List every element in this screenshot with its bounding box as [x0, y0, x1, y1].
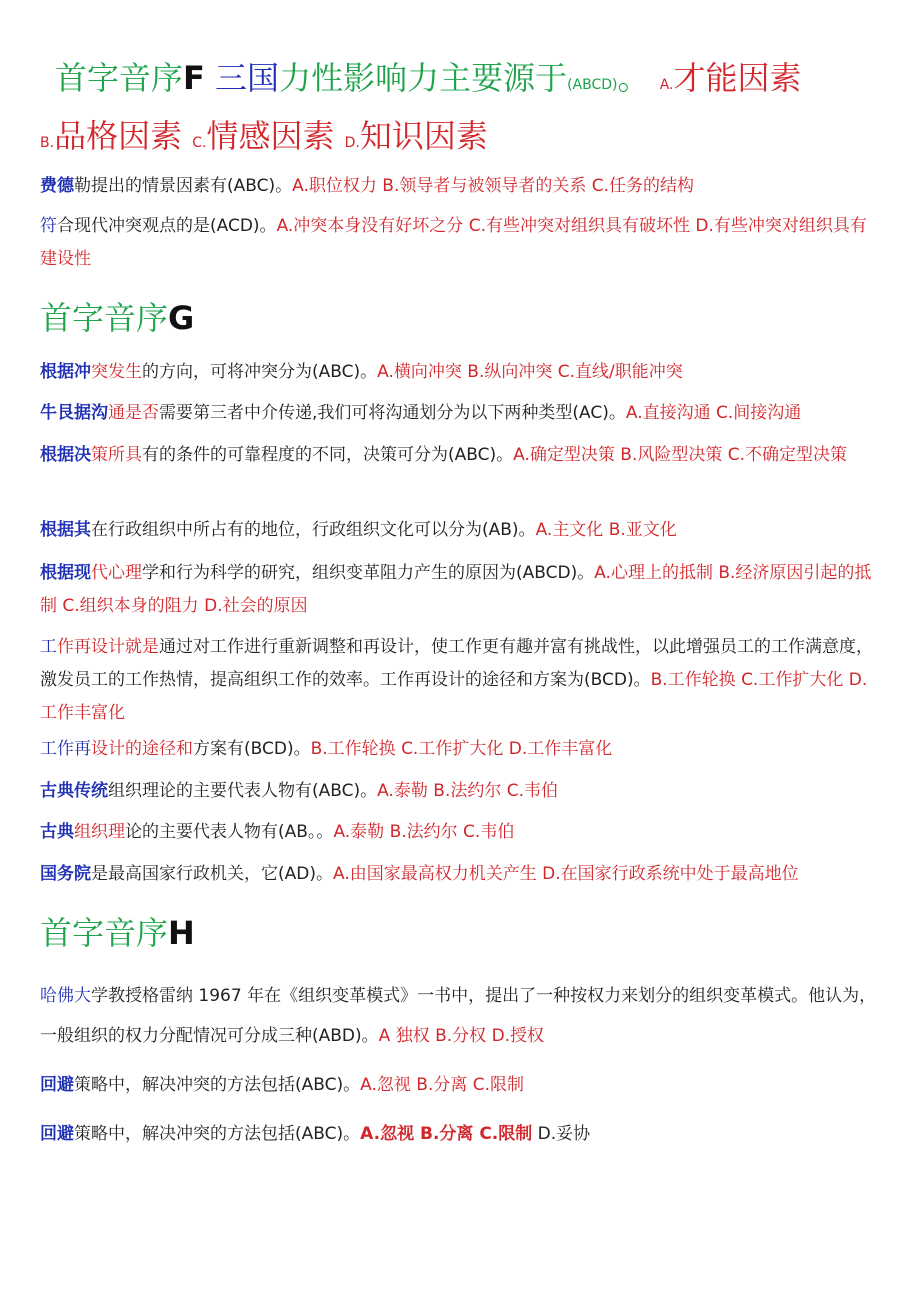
question-lead: 哈佛大	[40, 986, 91, 1006]
question-lead: 回避	[40, 1124, 74, 1144]
qa-item	[40, 436, 882, 474]
answer-text: A.直接沟通 C.间接沟通	[625, 403, 802, 423]
question-text: 方案有(BCD)。	[193, 739, 311, 759]
question-lead: 策所具	[91, 445, 142, 465]
qa-item	[40, 356, 882, 389]
question-lead: 根据决	[40, 445, 91, 465]
section-h-heading	[40, 913, 882, 953]
qa-item	[40, 816, 882, 849]
question-lead: 组织理	[74, 822, 125, 842]
option-label: C.	[192, 135, 207, 151]
option-label: D.	[344, 135, 360, 151]
section-g-heading	[40, 298, 882, 338]
question-lead: 符	[40, 216, 57, 236]
question-text: 通过对工作进行重新调整和再设计，使工作更有趣并富有挑战性，以此增强员工的工作满意度，激发员工的工作热情，提高组织工作的效率。工作再设计的途径和方案为(BCD)。	[40, 637, 873, 690]
question-text: 有的条件的可靠程度的不同，决策可分为(ABC)。	[142, 445, 514, 465]
option-label: A.	[659, 77, 674, 93]
option-text: 才能因素	[673, 59, 802, 97]
section-heading-label: 首字音序	[55, 59, 184, 97]
question-lead: 作再设计就是	[57, 637, 159, 657]
section-heading-letter: F	[183, 59, 205, 97]
option-text: 知识因素	[359, 117, 488, 155]
question-text: 是最高国家行政机关，它(AD)。	[91, 864, 333, 884]
answer-text: A.横向冲突 B.纵向冲突 C.直线/职能冲突	[377, 362, 683, 382]
question-lead: 设计的途径和	[91, 739, 193, 759]
qa-item	[40, 557, 882, 623]
answer-text: A.冲突本身没有好坏之分 C.有些冲突对组织具有破坏性 D.有些冲突对组织具有建设性	[40, 216, 867, 269]
qa-item	[40, 1118, 882, 1151]
answer-text: A.泰勒 B.法约尔 C.韦伯	[377, 781, 559, 801]
question-lead: 工作再	[40, 739, 91, 759]
question-text: 需要第三者中介传递,我们可将沟通划分为以下两种类型(AC)。	[159, 403, 626, 423]
question-text: 策略中，解决冲突的方法包括(ABC)。	[74, 1075, 361, 1095]
f-first-options	[40, 108, 882, 171]
question-lead: 古典	[40, 822, 74, 842]
qa-item	[40, 976, 882, 1056]
question-lead: 回避	[40, 1075, 74, 1095]
question-lead: 费德	[40, 176, 74, 196]
answer-text: A.忽视 B.分离 C.限制	[360, 1124, 533, 1144]
answer-text: D.妥协	[532, 1124, 591, 1144]
question-lead: 工	[40, 637, 57, 657]
qa-item	[40, 775, 882, 808]
answer-code: (ABCD)	[567, 77, 618, 93]
question-lead: 古典传统	[40, 781, 108, 801]
section-heading-letter: H	[168, 914, 195, 952]
answer-text: A 独权 B.分权 D.授权	[378, 1026, 545, 1046]
qa-item	[40, 631, 882, 730]
option-text: 品格因素	[54, 117, 183, 155]
answer-text: A.主文化 B.亚文化	[535, 520, 677, 540]
answer-text: A.确定型决策 B.风险型决策 C.不确定型决策	[513, 445, 848, 465]
qa-item	[40, 397, 882, 430]
question-text: 合现代冲突观点的是(ACD)。	[57, 216, 277, 236]
question-text: 三国	[215, 59, 280, 97]
option-text: 情感因素	[206, 117, 335, 155]
qa-item	[40, 1069, 882, 1102]
question-lead: 突发生	[91, 362, 142, 382]
answer-text: A.泰勒 B.法约尔 C.韦伯	[333, 822, 515, 842]
question-lead: 牛艮据沟	[40, 403, 108, 423]
section-heading-label: 首字音序	[40, 914, 169, 952]
question-text: 。	[617, 59, 650, 97]
question-lead: 根据冲	[40, 362, 91, 382]
question-text: 的方向，可将冲突分为(ABC)。	[142, 362, 378, 382]
answer-text: B.工作轮换 C.工作扩大化 D.工作丰富化	[310, 739, 613, 759]
question-text: 论的主要代表人物有(AB。。	[125, 822, 334, 842]
answer-text: A.职位权力 B.领导者与被领导者的关系 C.任务的结构	[292, 176, 695, 196]
section-f-block	[55, 50, 885, 113]
answer-text: B.工作轮换 C.工作扩大化 D.工作丰富化	[40, 670, 868, 723]
qa-item	[40, 210, 882, 276]
answer-text: A.由国家最高权力机关产生 D.在国家行政系统中处于最高地位	[332, 864, 799, 884]
question-text: 在行政组织中所占有的地位，行政组织文化可以分为(AB)。	[91, 520, 536, 540]
qa-item	[40, 170, 882, 203]
question-text: 学教授格雷纳 1967 年在《组织变革模式》一书中，提出了一种按权力来划分的组织变革模式。他认为，一般组织的权力分配情况可分成三种(ABD)。	[40, 986, 877, 1046]
question-lead: 通是否	[108, 403, 159, 423]
qa-item	[40, 514, 882, 547]
question-text: 策略中，解决冲突的方法包括(ABC)。	[74, 1124, 361, 1144]
qa-item	[40, 733, 882, 766]
qa-item	[40, 858, 882, 891]
answer-text: A.忽视 B.分离 C.限制	[360, 1075, 525, 1095]
question-text: 力性影响力主要源于	[279, 59, 568, 97]
question-lead: 代心理	[91, 563, 142, 583]
question-lead: 根据其	[40, 520, 91, 540]
section-heading-label: 首字音序	[40, 299, 169, 337]
option-label: B.	[40, 135, 55, 151]
question-text: 勒提出的情景因素有(ABC)。	[74, 176, 293, 196]
question-lead: 根据现	[40, 563, 91, 583]
question-text: 学和行为科学的研究，组织变革阻力产生的原因为(ABCD)。	[142, 563, 595, 583]
answer-text: A.心理上的抵制 B.经济原因引起的抵制 C.组织本身的阻力 D.社会的原因	[40, 563, 872, 616]
question-lead: 国务院	[40, 864, 91, 884]
question-text: 组织理论的主要代表人物有(ABC)。	[108, 781, 378, 801]
section-heading-letter: G	[168, 299, 195, 337]
